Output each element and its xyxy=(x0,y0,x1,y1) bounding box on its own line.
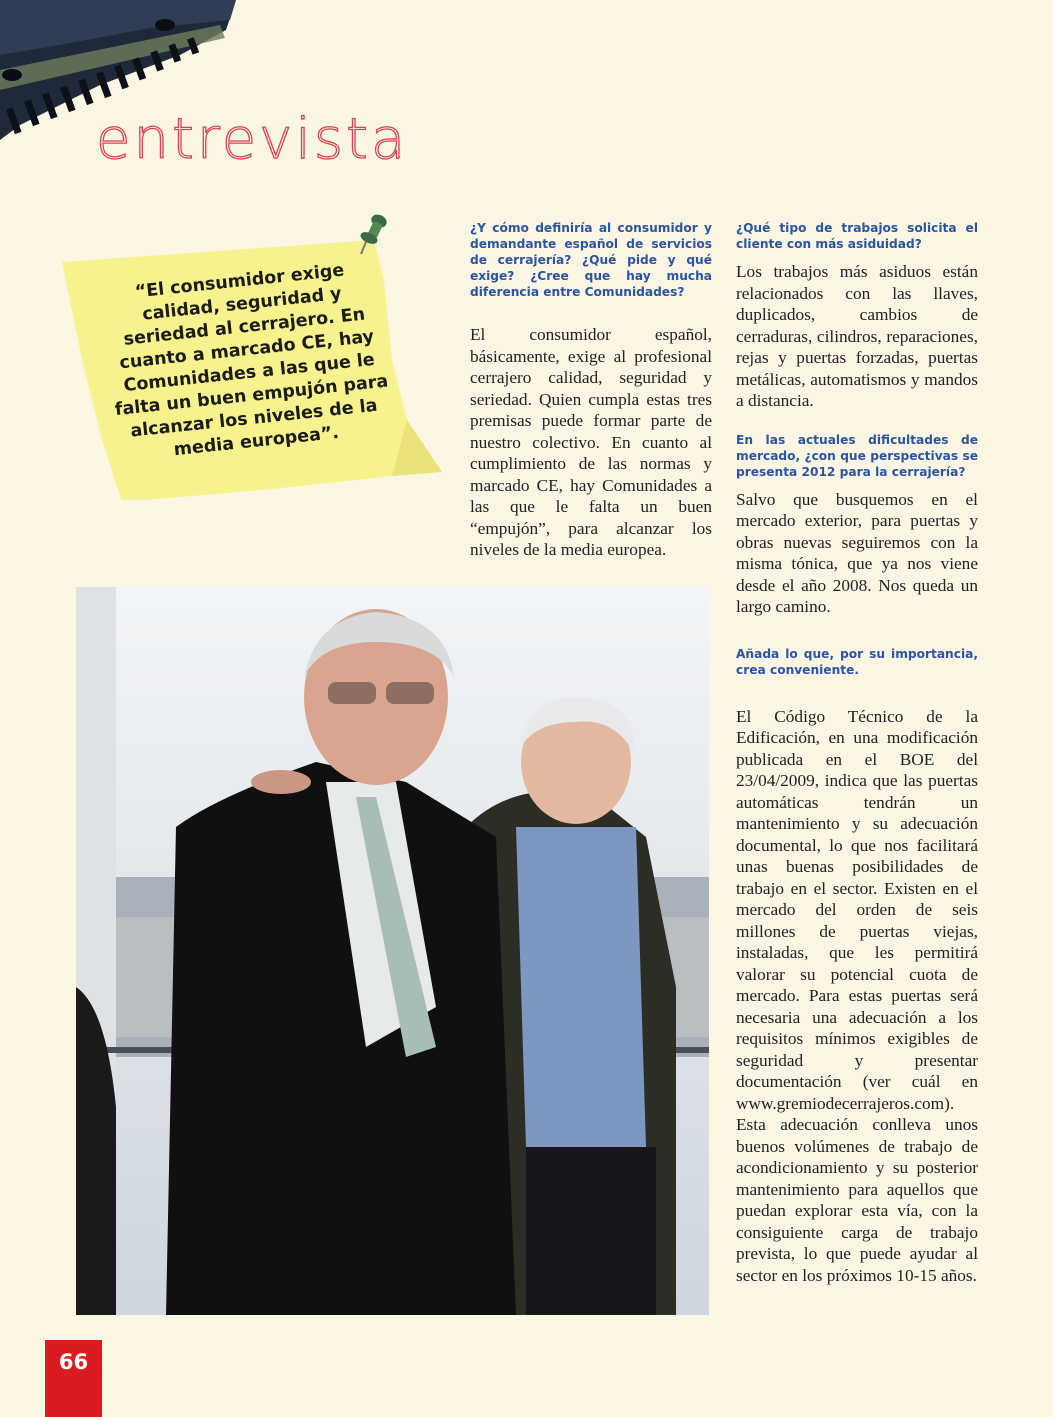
column-middle xyxy=(470,220,712,561)
answer: El consumidor español, básicamente, exige al profesional cerrajero calidad, seguridad y seriedad. Quien cumpla estas tres premisas puede formar parte de nuestro colectivo. En cuanto al cumplimiento de las normas y marcado CE, hay Comunidades a las que le falta un buen “empujón”, para alcanzar los niveles de la media europea. xyxy=(470,325,712,559)
answer: El Código Técnico de la Edificación, en una modificación publicada en el BOE del 23/04/2009, indica que las puertas automáticas tendrán un mantenimiento y su adecuación documental, lo que nos facilitará unas buenas posibilidades de trabajo en el sector. Existen en el mercado del orden de seis millones de puertas viejas, instaladas, que les permitirá valorar su potencial cuota de mercado. Para estas puertas será necesaria una adecuación a los requisitos mínimos exigibles de seguridad y presentar documentación (ver cuál en www.gremiodecerrajeros.com). Esta adecuación conlleva unos buenos volúmenes de trabajo de acondicionamiento y su posterior mantenimiento para aquellos que puedan explorar esta vía, con la consiguiente carga de trabajo prevista, lo que puede ayudar al sector en los próximos 10-15 años. xyxy=(736,706,978,1285)
page-number-badge xyxy=(45,1340,102,1417)
column-right xyxy=(736,220,978,1286)
section-title: entrevista xyxy=(96,107,409,172)
question: Añada lo que, por su importancia, crea conveniente. xyxy=(736,646,978,677)
interview-photo xyxy=(76,587,709,1315)
question: ¿Qué tipo de trabajos solicita el cliente con más asiduidad? xyxy=(736,221,978,251)
page-number: 66 xyxy=(58,1350,89,1374)
answer: Los trabajos más asiduos están relacionados con las llaves, duplicados, cambios de cerraduras, cilindros, reparaciones, rejas y puertas forzadas, puertas metálicas, automatismos y mandos a distancia. xyxy=(736,262,978,410)
question: En las actuales dificultades de mercado, ¿con que perspectivas se presenta 2012 para la cerrajería? xyxy=(736,432,978,479)
pushpin-icon xyxy=(355,210,391,260)
question: ¿Y cómo definiría al consumidor y demandante español de servicios de cerrajería? ¿Qué pide y qué exige? ¿Cree que hay mucha diferencia entre Comunidades? xyxy=(470,221,712,299)
answer: Salvo que busquemos en el mercado exterior, para puertas y obras nuevas seguiremos con la misma tónica, que ya nos viene desde el año 2008. Nos queda un largo camino. xyxy=(736,489,978,616)
pull-quote: “El consumidor exige calidad, seguridad y seriedad al cerrajero. En cuanto a marcado CE, hay Comunidades a las que le falta un buen empujón para alcanzar los niveles de la media europea”. xyxy=(113,260,390,461)
